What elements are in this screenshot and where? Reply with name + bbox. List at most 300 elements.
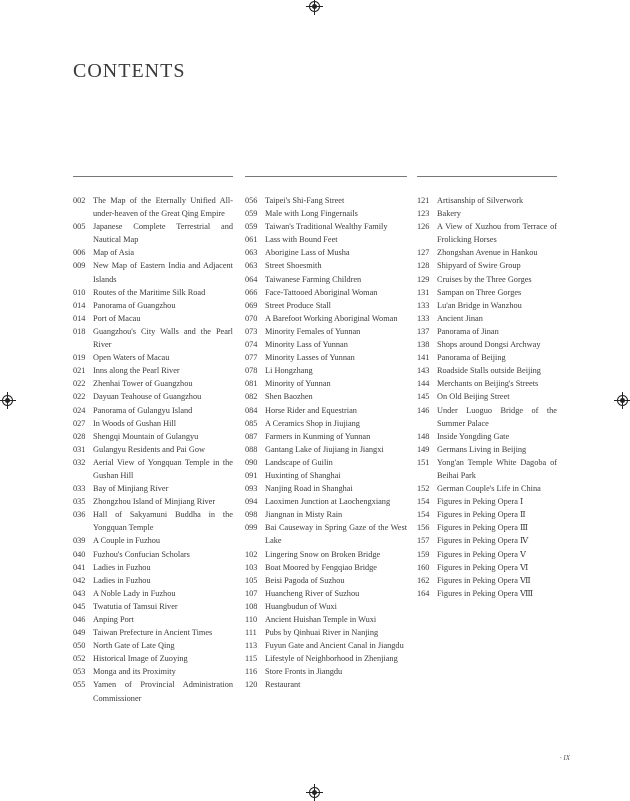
toc-entry-title: A View of Xuzhou from Terrace of Frolicking Horses <box>437 222 557 245</box>
toc-page-number: 144 <box>417 379 430 389</box>
toc-entry-title: Huangbudun of Wuxi <box>265 601 337 611</box>
toc-entry <box>245 521 407 547</box>
toc-entry <box>73 364 233 377</box>
toc-page-number: 014 <box>73 313 86 323</box>
toc-entry-title: Ancient Jinan <box>437 313 483 323</box>
toc-entry-title: North Gate of Late Qing <box>93 641 175 651</box>
toc-entry <box>245 600 407 613</box>
toc-entry <box>417 548 557 561</box>
toc-page-number: 046 <box>73 615 86 624</box>
toc-page-number: 143 <box>417 366 430 376</box>
toc-page-number: 084 <box>245 405 258 415</box>
toc-entry-title: In Woods of Gushan Hill <box>93 418 177 428</box>
toc-page-number: 103 <box>245 562 258 572</box>
toc-entry <box>73 508 233 534</box>
toc-entry-title: Bai Causeway in Spring Gaze of the West Lake <box>265 523 407 546</box>
toc-page-number: 063 <box>245 261 258 271</box>
toc-entry <box>245 404 407 417</box>
toc-page-number: 040 <box>73 549 86 559</box>
toc-page-number: 036 <box>73 510 86 520</box>
toc-page-number: 128 <box>417 261 430 271</box>
toc-page-number: 098 <box>245 510 258 520</box>
toc-page-number: 154 <box>417 497 430 507</box>
toc-entry <box>245 325 407 338</box>
toc-page-number: 138 <box>417 340 430 350</box>
toc-page-number: 108 <box>245 601 258 611</box>
toc-entry <box>417 390 557 403</box>
toc-page-number: 162 <box>417 575 430 585</box>
toc-entry <box>245 626 407 639</box>
toc-entry-title: Port of Macau <box>93 313 141 323</box>
toc-entry-title: A Ceramics Shop in Jiujiang <box>265 418 360 428</box>
toc-page-number: 028 <box>73 431 86 441</box>
toc-page-number: 052 <box>73 654 86 664</box>
toc-entry <box>245 246 407 259</box>
toc-page-number: 042 <box>73 575 86 585</box>
toc-page-number: 073 <box>245 326 258 336</box>
toc-entry <box>245 613 407 626</box>
toc-page-number: 082 <box>245 392 258 402</box>
toc-page-number: 111 <box>245 628 257 638</box>
toc-entry <box>245 665 407 678</box>
toc-entry <box>73 390 233 403</box>
toc-entry <box>73 548 233 561</box>
toc-entry <box>417 456 557 482</box>
toc-entry <box>73 299 233 312</box>
toc-page-number: 102 <box>245 549 258 559</box>
toc-entry <box>73 404 233 417</box>
toc-entry-title: Minority of Yunnan <box>265 379 331 389</box>
toc-entry-title: Panorama of Gulangyu Island <box>93 405 193 415</box>
toc-entry-title: Figures in Peking Opera Ⅲ <box>437 523 528 533</box>
toc-page-number: 115 <box>245 654 258 664</box>
toc-page-number: 137 <box>417 326 430 336</box>
toc-page-number: 120 <box>245 680 258 690</box>
toc-entry-title: A Noble Lady in Fuzhou <box>93 588 176 598</box>
toc-entry-title: Twatutia of Tamsui River <box>93 601 178 611</box>
toc-page-number: 090 <box>245 457 258 467</box>
toc-page-number: 156 <box>417 523 430 533</box>
toc-entry-title: Panorama of Guangzhou <box>93 300 176 310</box>
page-number: · IX <box>559 754 570 762</box>
toc-entry-title: Routes of the Maritime Silk Road <box>93 287 206 297</box>
toc-entry-title: Zhongshan Avenue in Hankou <box>437 248 538 258</box>
toc-entry <box>73 377 233 390</box>
toc-entry <box>417 574 557 587</box>
toc-entry-title: Germans Living in Beijing <box>437 444 527 454</box>
toc-entry-title: Shen Baozhen <box>265 392 313 402</box>
toc-page-number: 059 <box>245 222 258 232</box>
toc-entry <box>417 286 557 299</box>
registration-mark-bottom <box>309 787 320 798</box>
toc-page-number: 078 <box>245 366 258 376</box>
toc-page-number: 050 <box>73 641 86 651</box>
toc-page-number: 126 <box>417 222 430 232</box>
toc-entry-title: Fuyun Gate and Ancient Canal in Jiangdu <box>265 641 404 651</box>
toc-page-number: 022 <box>73 379 86 389</box>
toc-page-number: 160 <box>417 562 430 572</box>
toc-entry <box>417 299 557 312</box>
toc-entry <box>417 273 557 286</box>
toc-page-number: 019 <box>73 353 86 363</box>
toc-entry-title: Figures in Peking Opera Ⅵ <box>437 562 529 572</box>
toc-entry-title: Guangzhou's City Walls and the Pearl River <box>93 326 233 350</box>
toc-entry <box>73 259 233 285</box>
toc-entry-title: Landscape of Guilin <box>265 457 333 467</box>
toc-page-number: 021 <box>73 366 86 376</box>
toc-page-number: 014 <box>73 300 86 310</box>
toc-entry-title: Street Shoesmith <box>265 261 322 271</box>
toc-entry-title: Map of Asia <box>93 248 135 258</box>
toc-page-number: 032 <box>73 457 86 467</box>
toc-entry-title: Lifestyle of Neighborhood in Zhenjiang <box>265 654 398 664</box>
toc-entry-title: Male with Long Fingernails <box>265 209 358 219</box>
toc-entry <box>245 364 407 377</box>
toc-entry <box>245 587 407 600</box>
toc-entry-title: Horse Rider and Equestrian <box>265 405 357 415</box>
toc-entry <box>417 587 557 600</box>
toc-page-number: 093 <box>245 484 258 494</box>
toc-entry <box>417 259 557 272</box>
toc-entry <box>245 338 407 351</box>
toc-page-number: 055 <box>73 680 86 690</box>
toc-page-number: 064 <box>245 274 258 284</box>
toc-entry-title: Huancheng River of Suzhou <box>265 588 360 598</box>
toc-page-number: 033 <box>73 484 86 494</box>
toc-entry <box>417 207 557 220</box>
toc-entry <box>73 246 233 259</box>
toc-page-number: 121 <box>417 196 430 205</box>
toc-entry <box>245 312 407 325</box>
toc-entry-title: Historical Image of Zuoying <box>93 654 188 664</box>
toc-entry-title: Huxinting of Shanghai <box>265 470 341 480</box>
toc-entry-title: On Old Beijing Street <box>437 392 510 402</box>
toc-page-number: 056 <box>245 196 258 205</box>
toc-entry <box>245 194 407 207</box>
toc-entry-title: Dayuan Teahouse of Guangzhou <box>93 392 202 402</box>
toc-entry-title: Boat Moored by Fengqiao Bridge <box>265 562 377 572</box>
toc-entry <box>245 443 407 456</box>
toc-entry <box>417 561 557 574</box>
toc-page-number: 041 <box>73 562 86 572</box>
toc-entry-title: Under Luoguo Bridge of the Summer Palace <box>437 405 557 428</box>
toc-page-number: 009 <box>73 261 86 271</box>
toc-entry <box>245 508 407 521</box>
toc-entry-title: Monga and its Proximity <box>93 667 176 677</box>
toc-page-number: 031 <box>73 444 86 454</box>
toc-page-number: 085 <box>245 418 258 428</box>
toc-entry <box>73 626 233 639</box>
toc-page-number: 129 <box>417 274 430 284</box>
toc-entry <box>73 443 233 456</box>
toc-page-number: 133 <box>417 313 430 323</box>
toc-entry <box>245 574 407 587</box>
toc-entry-title: Ancient Huishan Temple in Wuxi <box>265 615 377 624</box>
toc-page-number: 002 <box>73 196 86 205</box>
toc-entry-title: Figures in Peking Opera Ⅴ <box>437 549 526 559</box>
toc-page-number: 105 <box>245 575 258 585</box>
toc-column-1 <box>73 176 233 705</box>
toc-entry-title: Taiwanese Farming Children <box>265 274 362 284</box>
toc-entry-title: Ladies in Fuzhou <box>93 575 151 585</box>
toc-page-number: 053 <box>73 667 86 677</box>
toc-entry-title: Minority Lass of Yunnan <box>265 340 348 350</box>
toc-entry-title: New Map of Eastern India and Adjacent Islands <box>93 261 233 284</box>
toc-entry-title: Street Produce Stall <box>265 300 331 310</box>
toc-entry <box>73 495 233 508</box>
toc-entry-title: Ladies in Fuzhou <box>93 562 151 572</box>
toc-entry <box>73 325 233 351</box>
toc-entry-title: Lass with Bound Feet <box>265 235 338 245</box>
toc-entry <box>245 456 407 469</box>
toc-entry <box>245 469 407 482</box>
toc-entry-title: Bay of Minjiang River <box>93 484 169 494</box>
toc-page-number: 110 <box>245 615 258 624</box>
registration-mark-top <box>309 1 320 12</box>
toc-entry <box>73 456 233 482</box>
toc-entry <box>73 417 233 430</box>
toc-entry-title: Anping Port <box>93 615 134 624</box>
toc-entry <box>417 508 557 521</box>
toc-page-number: 006 <box>73 248 86 258</box>
toc-entry-title: Open Waters of Macau <box>93 353 170 363</box>
toc-page-number: 063 <box>245 248 258 258</box>
toc-entry-title: Taiwan Prefecture in Ancient Times <box>93 628 213 638</box>
toc-entry-title: Roadside Stalls outside Beijing <box>437 366 541 376</box>
toc-entry-title: Laoximen Junction at Laochengxiang <box>265 497 391 507</box>
toc-column-2 <box>245 176 407 692</box>
toc-page-number: 077 <box>245 353 258 363</box>
toc-page-number: 005 <box>73 222 86 232</box>
toc-page-number: 049 <box>73 628 86 638</box>
toc-entry <box>73 534 233 547</box>
toc-page-number: 157 <box>417 536 430 546</box>
toc-entry <box>245 377 407 390</box>
toc-entry-title: Pubs by Qinhuai River in Nanjing <box>265 628 379 638</box>
toc-entry <box>245 233 407 246</box>
toc-entry-title: A Barefoot Working Aboriginal Woman <box>265 313 398 323</box>
toc-column-3 <box>417 176 557 600</box>
toc-page-number: 107 <box>245 588 258 598</box>
toc-page-number: 069 <box>245 300 258 310</box>
toc-page-number: 131 <box>417 287 430 297</box>
toc-entry <box>73 286 233 299</box>
toc-entry-title: Nanjing Road in Shanghai <box>265 484 353 494</box>
toc-entry <box>73 587 233 600</box>
toc-entry <box>73 600 233 613</box>
toc-page-number: 164 <box>417 588 430 598</box>
toc-entry <box>73 312 233 325</box>
toc-page-number: 022 <box>73 392 86 402</box>
toc-entry-title: Merchants on Beijing's Streets <box>437 379 539 389</box>
toc-entry <box>417 312 557 325</box>
toc-page-number: 149 <box>417 444 430 454</box>
toc-page-number: 027 <box>73 418 86 428</box>
toc-page-number: 043 <box>73 588 86 598</box>
toc-entry <box>245 561 407 574</box>
toc-entry <box>245 286 407 299</box>
toc-entry-title: Japanese Complete Terrestrial and Nautical Map <box>93 222 233 245</box>
toc-entry-title: Farmers in Kunming of Yunnan <box>265 431 371 441</box>
registration-mark-left <box>2 395 13 406</box>
toc-entry-title: Minority Lasses of Yunnan <box>265 353 355 363</box>
toc-entry <box>245 351 407 364</box>
toc-page-number: 113 <box>245 641 258 651</box>
toc-entry <box>417 404 557 430</box>
toc-page-number: 035 <box>73 497 86 507</box>
toc-page-number: 154 <box>417 510 430 520</box>
toc-page-number: 145 <box>417 392 430 402</box>
toc-page-number: 152 <box>417 484 430 494</box>
toc-entry <box>417 364 557 377</box>
toc-entry-title: Inns along the Pearl River <box>93 366 180 376</box>
toc-entry-title: Restaurant <box>265 680 301 690</box>
toc-page-number: 159 <box>417 549 430 559</box>
toc-entry-title: Yong'an Temple White Dagoba of Beihai Park <box>437 457 557 480</box>
toc-entry-title: Fuzhou's Confucian Scholars <box>93 549 190 559</box>
toc-entry-title: Shops around Dongsi Archway <box>437 340 541 350</box>
toc-entry-title: Sampan on Three Gorges <box>437 287 522 297</box>
toc-entry <box>73 652 233 665</box>
toc-entry <box>245 430 407 443</box>
toc-entry-title: Figures in Peking Opera Ⅷ <box>437 588 534 598</box>
toc-entry <box>417 338 557 351</box>
toc-entry <box>417 495 557 508</box>
toc-page-number: 094 <box>245 497 258 507</box>
toc-entry <box>73 574 233 587</box>
toc-entry-title: Inside Yongding Gate <box>437 431 510 441</box>
toc-page-number: 151 <box>417 457 430 467</box>
toc-entry <box>417 325 557 338</box>
toc-entry-title: Gulangyu Residents and Pai Gow <box>93 444 205 454</box>
toc-entry <box>417 534 557 547</box>
toc-entry-title: Zhongzhou Island of Minjiang River <box>93 497 216 507</box>
toc-entry <box>73 613 233 626</box>
toc-entry-title: Beisi Pagoda of Suzhou <box>265 575 345 585</box>
toc-page-number: 088 <box>245 444 258 454</box>
toc-entry <box>73 561 233 574</box>
toc-entry-title: Figures in Peking Opera Ⅰ <box>437 497 524 507</box>
toc-entry <box>245 273 407 286</box>
toc-page-number: 087 <box>245 431 258 441</box>
toc-entry-title: Taiwan's Traditional Wealthy Family <box>265 222 388 232</box>
toc-entry-title: Figures in Peking Opera Ⅱ <box>437 510 526 520</box>
toc-entry-title: Jiangnan in Misty Rain <box>265 510 343 520</box>
toc-entry-title: The Map of the Eternally Unified All-under-heaven of the Great Qing Empire <box>93 196 233 219</box>
toc-entry <box>245 417 407 430</box>
toc-entry-title: Aborigine Lass of Musha <box>265 248 350 258</box>
toc-entry-title: Lu'an Bridge in Wanzhou <box>437 300 522 310</box>
toc-entry <box>417 443 557 456</box>
toc-entry-title: Panorama of Jinan <box>437 326 499 336</box>
toc-entry <box>245 207 407 220</box>
toc-entry-title: Lingering Snow on Broken Bridge <box>265 549 381 559</box>
toc-page-number: 116 <box>245 667 258 677</box>
toc-entry <box>73 678 233 704</box>
toc-entry <box>245 548 407 561</box>
toc-entry-title: German Couple's Life in China <box>437 484 541 494</box>
toc-entry-title: Zhenhai Tower of Guangzhou <box>93 379 193 389</box>
toc-entry <box>245 495 407 508</box>
toc-entry <box>245 482 407 495</box>
toc-entry-title: Figures in Peking Opera Ⅳ <box>437 536 529 546</box>
toc-page-number: 070 <box>245 313 258 323</box>
toc-entry <box>245 299 407 312</box>
toc-entry-title: Yamen of Provincial Administration Commissioner <box>93 680 233 703</box>
toc-entry-title: Artisanship of Silverwork <box>437 196 524 205</box>
toc-page-number: 091 <box>245 470 258 480</box>
toc-page-number: 148 <box>417 431 430 441</box>
toc-entry <box>73 194 233 220</box>
toc-entry-title: Store Fronts in Jiangdu <box>265 667 343 677</box>
toc-page-number: 127 <box>417 248 430 258</box>
toc-entry-title: Shipyard of Swire Group <box>437 261 521 271</box>
toc-page-number: 123 <box>417 209 430 219</box>
toc-entry <box>73 430 233 443</box>
toc-page-number: 024 <box>73 405 86 415</box>
toc-page-number: 066 <box>245 287 258 297</box>
toc-page-number: 045 <box>73 601 86 611</box>
toc-entry <box>245 220 407 233</box>
toc-page-number: 074 <box>245 340 258 350</box>
toc-page-number: 133 <box>417 300 430 310</box>
toc-entry-title: Hall of Sakyamuni Buddha in the Yongquan Temple <box>93 510 233 533</box>
toc-entry <box>73 220 233 246</box>
toc-entry <box>417 220 557 246</box>
toc-entry <box>417 194 557 207</box>
toc-entry <box>245 390 407 403</box>
toc-entry <box>417 377 557 390</box>
toc-entry <box>417 430 557 443</box>
toc-entry-title: Bakery <box>437 209 461 219</box>
toc-page-number: 018 <box>73 326 86 336</box>
toc-page-number: 146 <box>417 405 430 415</box>
toc-page-number: 039 <box>73 536 86 546</box>
toc-page-number: 081 <box>245 379 258 389</box>
toc-entry-title: Panorama of Beijing <box>437 353 506 363</box>
toc-entry-title: Gantang Lake of Jiujiang in Jiangxi <box>265 444 384 454</box>
toc-entry <box>73 639 233 652</box>
toc-entry-title: Aerial View of Yongquan Temple in the Gushan Hill <box>93 457 233 480</box>
toc-entry-title: Figures in Peking Opera Ⅶ <box>437 575 531 585</box>
toc-entry <box>417 351 557 364</box>
page-title: CONTENTS <box>73 60 186 82</box>
toc-entry-title: Minority Females of Yunnan <box>265 326 361 336</box>
toc-entry-title: Li Hongzhang <box>265 366 313 376</box>
registration-mark-right <box>617 395 628 406</box>
toc-entry <box>73 351 233 364</box>
toc-entry <box>245 678 407 691</box>
toc-page-number: 099 <box>245 523 258 533</box>
toc-entry-title: A Couple in Fuzhou <box>93 536 161 546</box>
toc-entry <box>245 639 407 652</box>
toc-page-number: 059 <box>245 209 258 219</box>
toc-entry <box>245 652 407 665</box>
toc-entry <box>73 482 233 495</box>
toc-page-number: 061 <box>245 235 258 245</box>
toc-entry <box>73 665 233 678</box>
toc-entry <box>245 259 407 272</box>
toc-page-number: 141 <box>417 353 430 363</box>
toc-entry-title: Shengqi Mountain of Gulangyu <box>93 431 199 441</box>
toc-entry <box>417 246 557 259</box>
toc-entry-title: Face-Tattooed Aboriginal Woman <box>265 287 378 297</box>
toc-page-number: 010 <box>73 287 86 297</box>
toc-entry <box>417 521 557 534</box>
toc-entry <box>417 482 557 495</box>
toc-entry-title: Taipei's Shi-Fang Street <box>265 196 345 205</box>
toc-entry-title: Cruises by the Three Gorges <box>437 274 532 284</box>
